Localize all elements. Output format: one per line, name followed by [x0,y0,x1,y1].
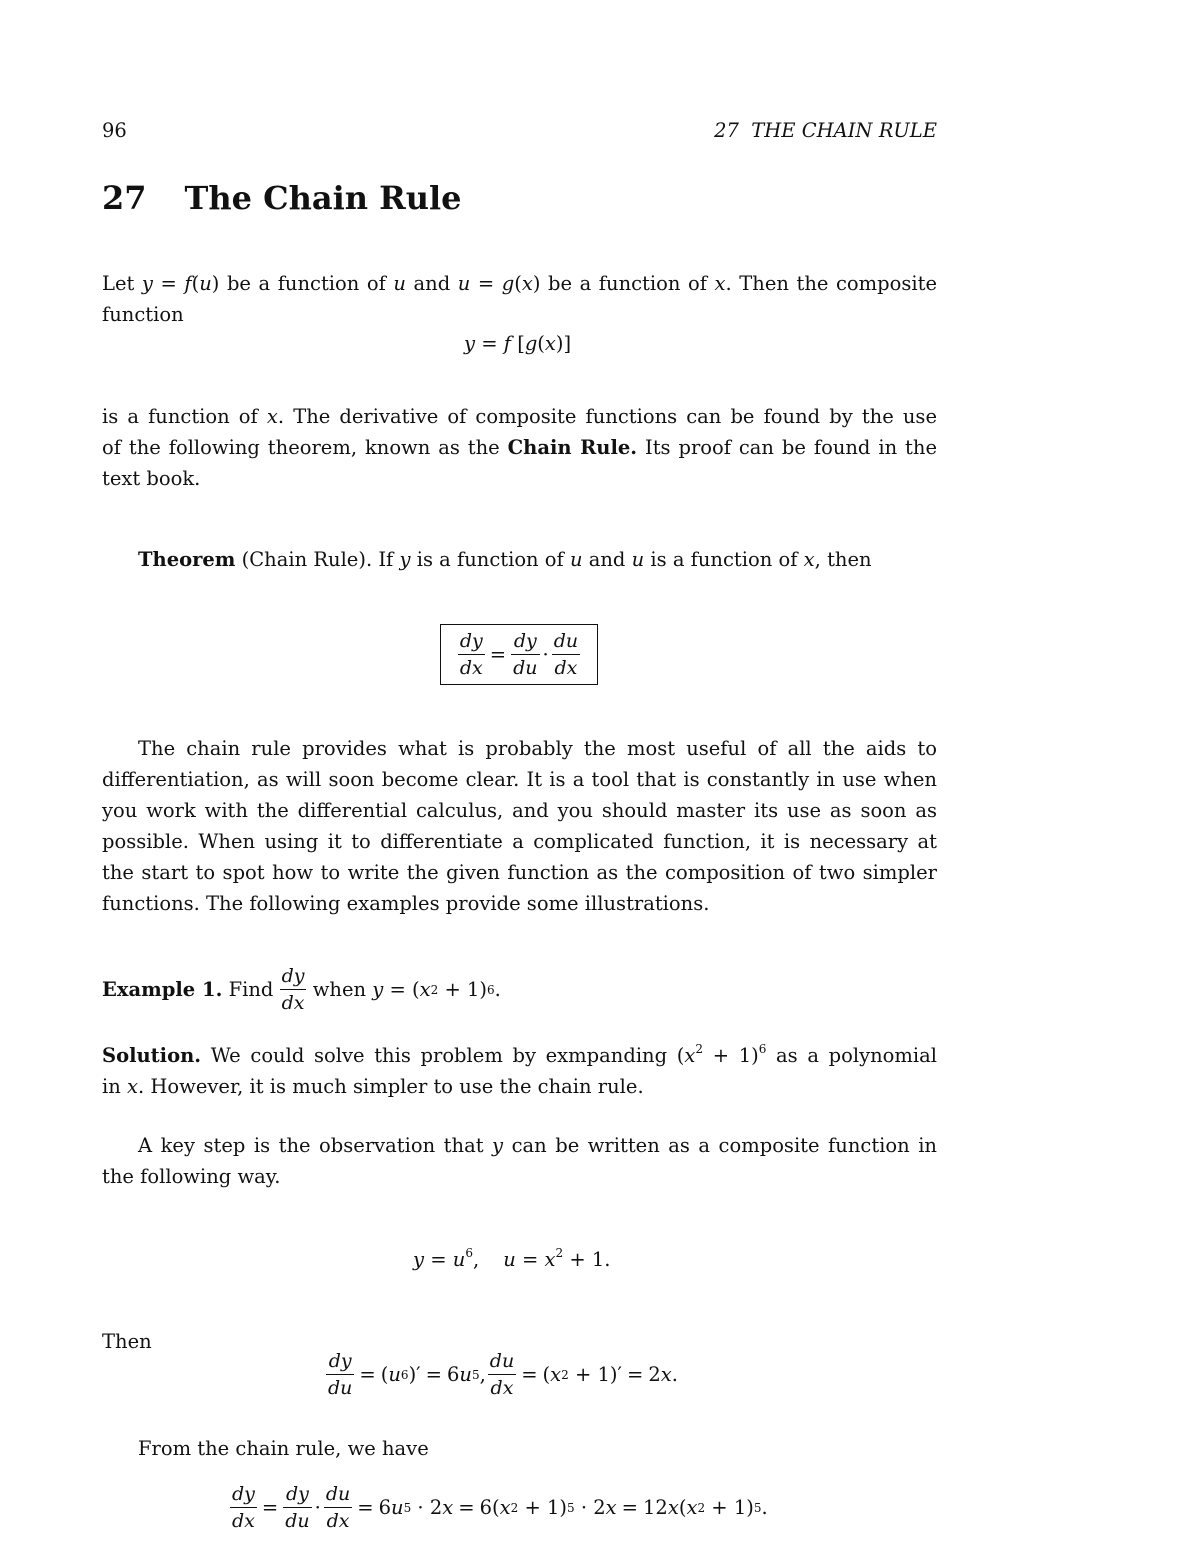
example-1-label: Example 1. [102,978,223,1001]
theorem-label: Theorem [138,548,236,571]
discussion-line-6: functions. The following examples provide some illustrations. [102,892,710,915]
discussion-line-1: The chain rule provides what is probably the most useful of all the aids to [138,737,937,760]
section-number: 27 [102,179,147,217]
discussion-line-3: you work with the differential calculus, and you should master its use as soon as [102,799,937,822]
solution-line-1: Solution. We could solve this problem by exmpanding $(x^2 + 1)^6$ as a polynomial [102,1042,937,1067]
from-chain-rule: From the chain rule, we have [138,1437,429,1460]
discussion-line-2: differentiation, as will soon become clear. It is a tool that is constantly in use when [102,768,937,791]
intro-line-3: is a function of x. The derivative of composite functions can be found by the use [102,405,937,428]
keystep-line-1: A key step is the observation that y can be written as a composite function in [138,1134,937,1157]
derivatives-equation: $\frac{dy}{du}$ = ( u 6 )′ = 6 u 5 , $\frac{du}{dx}$ = ( x 2 + 1)′ = 2 x . [328,1350,678,1399]
intro-line-5: text book. [102,467,201,490]
solution-line-2: in x. However, it is much simpler to use the chain rule. [102,1075,644,1098]
chain-rule-term: Chain Rule. [507,436,638,459]
final-equation: $\frac{dy}{dx}$ = $\frac{dy}{du}$ · $\frac{du}{dx}$ = 6 u 5 · 2 x = 6( x 2 + 1) 5 · 2 x = 12 x ( x 2 + 1) 5 . [232,1483,768,1532]
composite-equation: y = f [g(x)] [464,332,572,355]
solution-label: Solution. [102,1044,202,1067]
theorem-statement: Theorem (Chain Rule). If y is a function of u and u is a function of x, then [138,548,872,571]
section-heading [102,176,462,220]
keystep-line-2: the following way. [102,1165,281,1188]
discussion-line-4: possible. When using it to differentiate a complicated function, it is necessary at [102,830,937,853]
page-number: 96 [102,119,127,142]
then-label: Then [102,1330,152,1353]
section-title: The Chain Rule [184,179,462,217]
running-title: 27 THE CHAIN RULE [714,119,937,142]
chain-rule-formula-box: $\frac{dy}{dx}$ = $\frac{dy}{du}$ · $\frac{du}{dx}$ [440,624,598,685]
decomposition-equation: $y = u^6$, $u = x^2 + 1$. [413,1246,611,1271]
discussion-line-5: the start to spot how to write the given function as the composition of two simpler [102,861,937,884]
intro-line-4: of the following theorem, known as the Chain Rule. Its proof can be found in the [102,436,937,459]
intro-line-1: Let y = f(u) be a function of u and u = g(x) be a function of x. Then the composite [102,272,937,295]
example-1: Example 1. Find $\frac{dy}{dx}$ when y = ( x 2 + 1) 6 . [102,965,501,1014]
intro-line-2: function [102,303,184,326]
